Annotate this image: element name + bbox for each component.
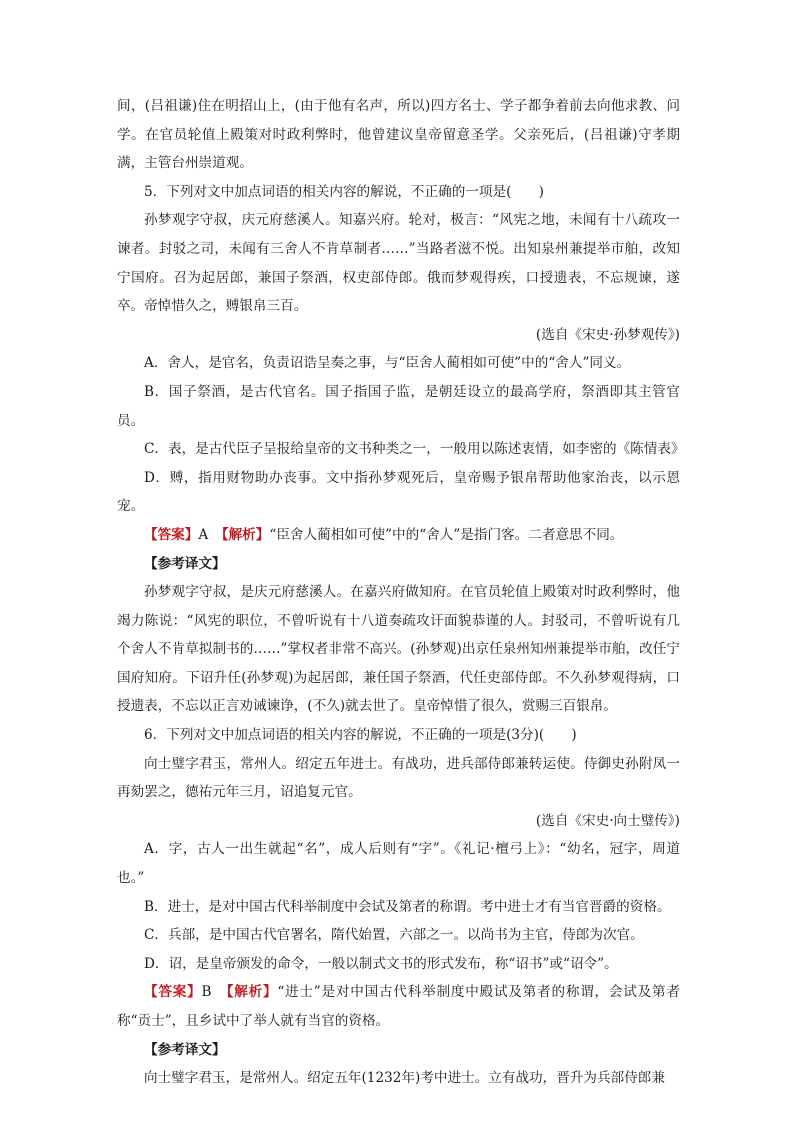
question-5-passage: 孙梦观字守叔，庆元府慈溪人。知嘉兴府。轮对，极言：“风宪之地，未闻有十八疏攻一谏者。封驳之司，未闻有三舍人不肯草制者……”当路者滋不悦。出知泉州兼提举市舶，改知宁国府。召为起居郎，兼国子祭酒，权吏部侍郎。俄而梦观得疾，口授遗表，不忘规谏，遂卒。帝悼惜久之，赙银帛三百。 [117,212,680,315]
analysis-text: “进士”是对中国古代科举制度中殿试及第者的称谓，会试及第者称“贡士”，且乡试中了举人就有当官的资格。 [117,984,681,1029]
question-6-option-d: D．诏，是皇帝颁发的命令，一般以制式文书的形式发布，称“诏书”或“诏令”。 [144,955,618,972]
answer-value: A [198,526,209,543]
question-6-source: (选自《宋史·向士璧传》) [535,812,680,829]
question-6-option-c: C．兵部，是中国古代官署名，隋代始置，六部之一。以尚书为主官，侍郎为次官。 [144,927,644,944]
question-5-option-b: B．国子祭酒，是古代官名。国子指国子监，是朝廷设立的最高学府，祭酒即其主管官员。 [117,383,680,429]
question-6-answer [117,978,680,1035]
question-5-translation: 孙梦观字守叔，是庆元府慈溪人。在嘉兴府做知府。在官员轮值上殿策对时政利弊时，他竭力陈说：“风宪的职位，不曾听说有十八道奏疏攻讦面貌恭谨的人。封驳司，不曾听说有几个舍人不肯草拟制书的……”掌权者非常不高兴。(孙梦观)出京任泉州知州兼提举市舶，改任宁国府知府。下诏升任(孙梦观)为起居郎，兼任国子祭酒，代任吏部侍郎。不久孙梦观得病，口授遗表，不忘以正言劝诫谏诤，(不久)就去世了。皇帝悼惜了很久，赏赐三百银帛。 [117,584,680,715]
question-5-option-c: C．表，是古代臣子呈报给皇帝的文书种类之一，一般用以陈述衷情，如李密的《陈情表》 [144,441,685,458]
question-6-passage: 向士璧字君玉，常州人。绍定五年进士。有战功，进兵部侍郎兼转运使。侍御史孙附凤一再劾罢之，德祐元年三月，诏追复元官。 [117,755,680,801]
analysis-text: “臣舍人蔺相如可使”中的“舍人”是指门客。二者意思不同。 [269,526,624,543]
question-6-option-a: A．字，古人一出生就起“名”，成人后则有“字”。《礼记·檀弓上》：“幼名，冠字，周道也。” [117,841,680,887]
reference-translation-heading: 【参考译文】 [144,1041,226,1058]
question-5-stem: 5．下列对文中加点词语的相关内容的解说，不正确的一项是( ) [144,183,544,200]
question-6-stem: 6．下列对文中加点词语的相关内容的解说，不正确的一项是(3分)( ) [144,727,577,744]
analysis-tag: 【解析】 [226,984,278,1001]
question-5-option-a: A．舍人，是官名，负责诏诰呈奏之事，与“臣舍人蔺相如可使”中的“舍人”同义。 [144,355,631,372]
question-5-answer [117,521,680,550]
question-5-source: (选自《宋史·孙梦观传》) [535,326,680,343]
question-6-translation: 向士璧字君玉，是常州人。绍定五年(1232年)考中进士。立有战功，晋升为兵部侍郎兼 [144,1070,665,1087]
question-5-option-d: D．赙，指用财物助办丧事。文中指孙梦观死后，皇帝赐予银帛帮助他家治丧，以示恩宠。 [117,469,680,515]
answer-value: B [201,984,212,1001]
document-page [117,92,685,1093]
question-6-option-b: B．进士，是对中国古代科举制度中会试及第者的称谓。考中进士才有当官晋爵的资格。 [144,898,671,915]
reference-translation-heading: 【参考译文】 [144,555,226,572]
continued-paragraph: 间，(吕祖谦)住在明招山上，(由于他有名声，所以)四方名士、学子都争着前去向他求教、问学。在官员轮值上殿策对时政利弊时，他曾建议皇帝留意圣学。父亲死后，(吕祖谦)守孝期满，主管台州崇道观。 [117,98,680,172]
answer-tag: 【答案】 [144,526,199,543]
analysis-tag: 【解析】 [221,526,270,543]
answer-tag: 【答案】 [144,984,202,1001]
